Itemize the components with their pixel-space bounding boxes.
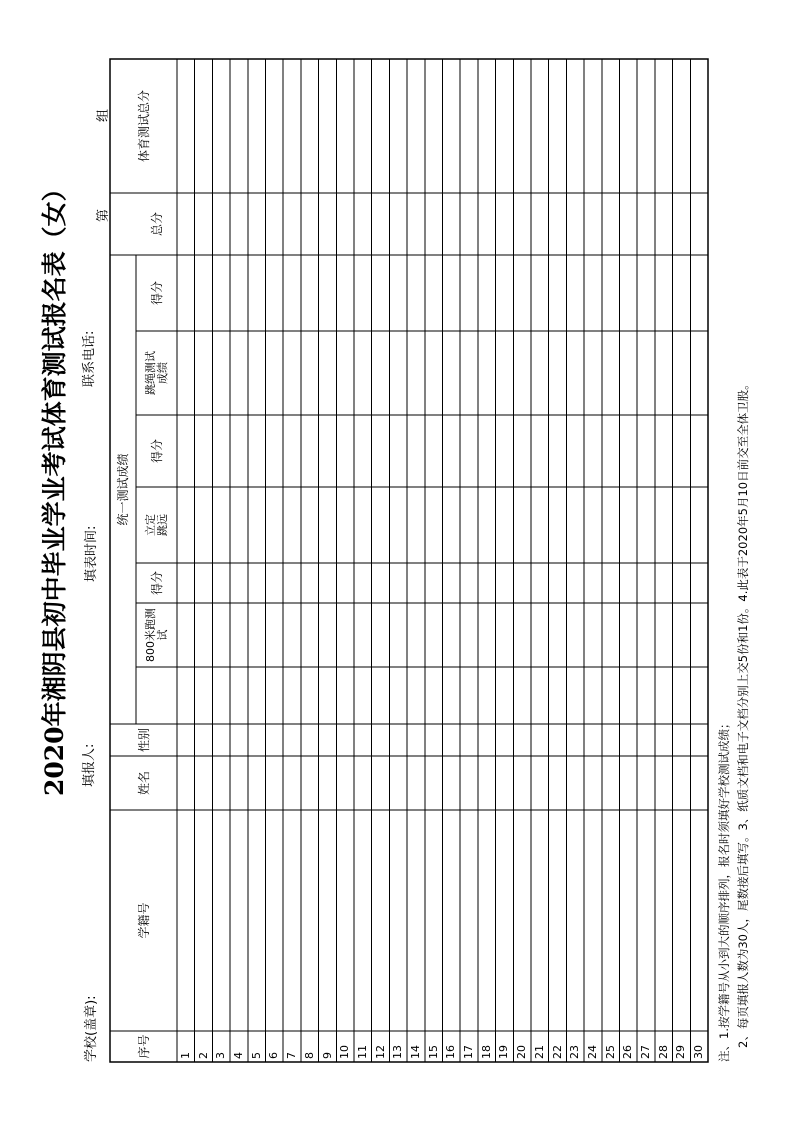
- row-index: 17: [462, 1045, 476, 1059]
- row-index: 13: [391, 1045, 405, 1059]
- row-index: 15: [426, 1045, 440, 1059]
- row-index: 5: [249, 1052, 263, 1059]
- row-index: 29: [674, 1045, 688, 1059]
- row-index: 22: [550, 1045, 564, 1059]
- row-index: 4: [231, 1052, 245, 1059]
- phone-label: 联系电话:: [82, 330, 97, 387]
- header-run-score: 得分: [149, 571, 164, 596]
- row-index: 11: [355, 1045, 369, 1059]
- header-unified-total: 总分: [149, 212, 164, 237]
- note-line-2: 2、每页填报人数为30人，尾数接后填写。3、纸质文档和电子文档分别上交5份和1份。4.此表于2020年5月10日前交至全体卫股。: [736, 378, 750, 1048]
- row-index: 8: [302, 1052, 316, 1059]
- header-standing-jump: 立定跳远: [143, 514, 169, 536]
- filler-label: 填报人:: [82, 743, 97, 787]
- form-title: 2020年湘阴县初中毕业学业考试体育测试报名表（女）: [40, 176, 69, 796]
- header-gender: 性别: [136, 728, 151, 753]
- row-index: 10: [338, 1045, 352, 1059]
- header-seq: 序号: [136, 1034, 151, 1059]
- row-index: 1: [178, 1052, 192, 1059]
- header-student-no: 学籍号: [136, 902, 151, 939]
- row-index: 24: [585, 1045, 599, 1059]
- row-index: 12: [373, 1045, 387, 1059]
- note-line-1: 注、1.按学籍号从小到大的顺序排列，报名时须填好学校测试成绩；: [717, 717, 731, 1062]
- row-index: 2: [196, 1052, 210, 1059]
- header-unified-test: 统一测试成绩: [116, 453, 130, 526]
- row-index: 20: [515, 1045, 529, 1059]
- school-stamp-label: 学校(盖章):: [84, 995, 99, 1062]
- group-prefix-label: 第: [96, 208, 111, 222]
- fill-time-label: 填表时间:: [84, 525, 99, 582]
- header-rope-skip: 跳绳测试成绩: [143, 351, 169, 395]
- row-index: 21: [532, 1045, 546, 1059]
- row-index: 28: [656, 1045, 670, 1059]
- header-name: 姓名: [136, 771, 151, 796]
- row-index: 25: [603, 1045, 617, 1059]
- row-index: 26: [621, 1045, 635, 1059]
- row-index: 9: [320, 1052, 334, 1059]
- header-jump-score: 得分: [149, 439, 164, 464]
- row-index: 16: [444, 1045, 458, 1059]
- row-index: 30: [692, 1045, 706, 1059]
- row-index: 6: [267, 1052, 281, 1059]
- row-index: 23: [568, 1045, 582, 1059]
- row-index: 3: [214, 1052, 228, 1059]
- header-rope-score: 得分: [149, 281, 164, 306]
- row-index: 7: [285, 1052, 299, 1059]
- row-index: 14: [409, 1045, 422, 1059]
- header-800m-run: 800米跑测试: [143, 608, 169, 662]
- row-index: 19: [497, 1045, 511, 1059]
- header-pe-total: 体育测试总分: [136, 90, 151, 163]
- row-index: 18: [479, 1045, 493, 1059]
- row-index: 27: [639, 1045, 653, 1059]
- group-suffix-label: 组: [96, 108, 111, 122]
- table-border: [110, 59, 708, 1062]
